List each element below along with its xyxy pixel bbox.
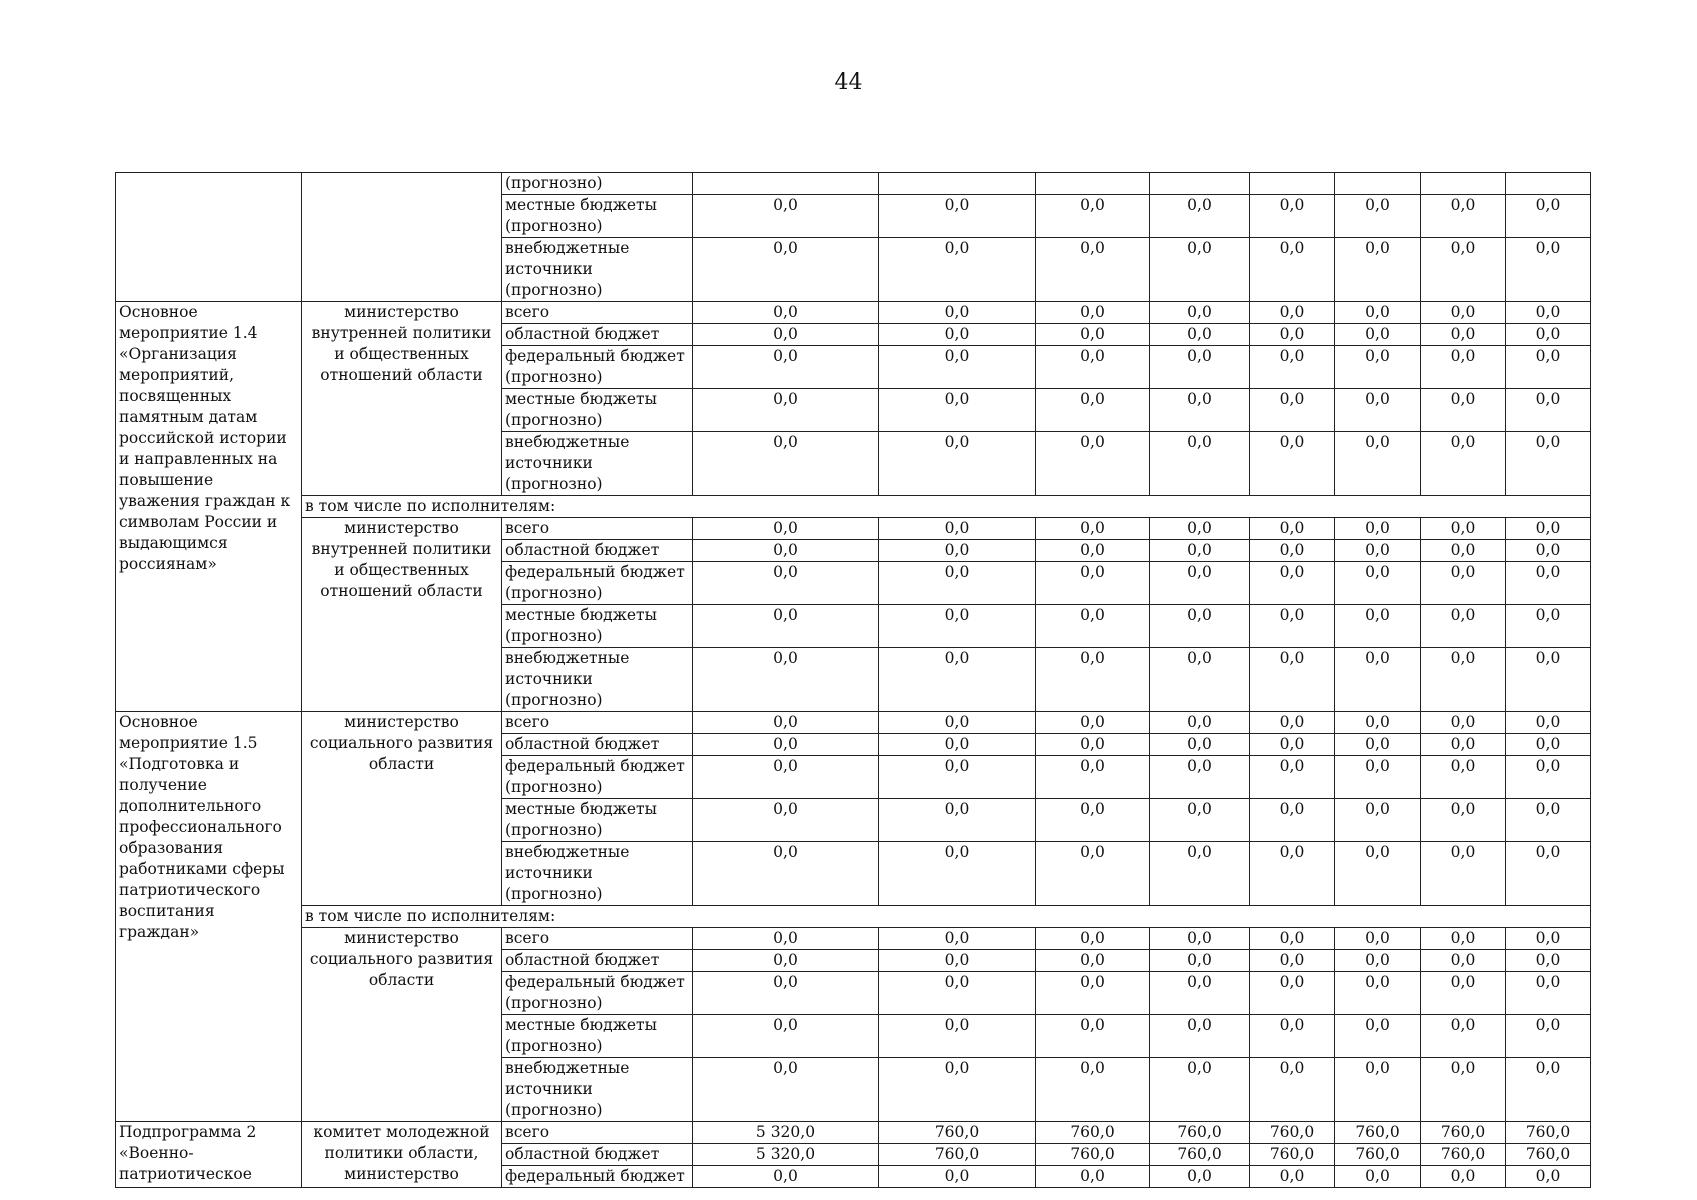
value-cell: 0,0	[693, 562, 879, 605]
value-cell: 0,0	[1421, 346, 1506, 389]
value-cell: 0,0	[1150, 432, 1250, 496]
subprogram-name: Подпрограмма 2 «Военно-патриотическое	[116, 1122, 302, 1188]
value-cell: 5 320,0	[693, 1122, 879, 1144]
measure-name-cell	[116, 173, 302, 302]
value-cell: 0,0	[1150, 605, 1250, 648]
value-cell: 0,0	[693, 432, 879, 496]
value-cell: 0,0	[1421, 195, 1506, 238]
value-cell: 0,0	[693, 605, 879, 648]
page-number: 44	[834, 70, 863, 95]
value-cell: 0,0	[1150, 518, 1250, 540]
value-cell: 0,0	[1421, 540, 1506, 562]
funding-source: местные бюджеты (прогнозно)	[502, 389, 693, 432]
value-cell: 0,0	[1421, 238, 1506, 302]
value-cell: 0,0	[1036, 1166, 1150, 1188]
funding-source: внебюджетные источники (прогнозно)	[502, 432, 693, 496]
value-cell: 760,0	[1036, 1144, 1150, 1166]
value-cell	[1150, 173, 1250, 195]
value-cell: 5 320,0	[693, 1144, 879, 1166]
funding-source: федеральный бюджет	[502, 1166, 693, 1188]
value-cell: 0,0	[1506, 712, 1591, 734]
value-cell: 0,0	[1150, 928, 1250, 950]
funding-source: областной бюджет	[502, 1144, 693, 1166]
value-cell: 0,0	[1250, 972, 1335, 1015]
funding-source: федеральный бюджет (прогнозно)	[502, 346, 693, 389]
value-cell: 0,0	[693, 302, 879, 324]
value-cell: 0,0	[693, 346, 879, 389]
value-cell: 0,0	[1150, 756, 1250, 799]
value-cell: 0,0	[693, 389, 879, 432]
value-cell: 0,0	[1150, 842, 1250, 906]
value-cell: 0,0	[1150, 324, 1250, 346]
value-cell: 0,0	[879, 842, 1036, 906]
value-cell: 0,0	[879, 756, 1036, 799]
value-cell: 0,0	[1036, 540, 1150, 562]
executor-cell	[302, 173, 502, 302]
value-cell: 0,0	[1036, 972, 1150, 1015]
value-cell: 0,0	[1250, 1166, 1335, 1188]
table-row	[116, 302, 1591, 324]
value-cell: 760,0	[1421, 1122, 1506, 1144]
measure-name: Основное мероприятие 1.5 «Подготовка и получение дополнительного профессионального образования работниками сферы патриотического воспитания граждан»	[116, 712, 302, 1122]
value-cell: 0,0	[1421, 518, 1506, 540]
table-row	[116, 928, 1591, 950]
table-row	[116, 1122, 1591, 1144]
value-cell: 0,0	[1036, 432, 1150, 496]
funding-source: областной бюджет	[502, 950, 693, 972]
value-cell: 0,0	[1506, 734, 1591, 756]
value-cell: 760,0	[1036, 1122, 1150, 1144]
value-cell: 0,0	[1150, 195, 1250, 238]
value-cell	[879, 173, 1036, 195]
funding-source: федеральный бюджет (прогнозно)	[502, 756, 693, 799]
value-cell: 0,0	[1036, 712, 1150, 734]
measure-name: Основное мероприятие 1.4 «Организация мероприятий, посвященных памятным датам российской истории и направленных на повышение уважения граждан к символам России и выдающимся россиянам»	[116, 302, 302, 712]
value-cell	[1250, 173, 1335, 195]
value-cell: 0,0	[1036, 324, 1150, 346]
subprogram-executor: комитет молодежной политики области, министерство	[302, 1122, 502, 1188]
value-cell: 0,0	[1150, 799, 1250, 842]
funding-source: федеральный бюджет (прогнозно)	[502, 562, 693, 605]
value-cell: 0,0	[1250, 432, 1335, 496]
value-cell: 0,0	[1036, 756, 1150, 799]
value-cell: 0,0	[1335, 842, 1421, 906]
executor-name: министерство внутренней политики и общественных отношений области	[302, 302, 502, 496]
value-cell: 0,0	[1421, 648, 1506, 712]
value-cell: 0,0	[1036, 518, 1150, 540]
value-cell: 0,0	[879, 799, 1036, 842]
value-cell: 760,0	[1250, 1122, 1335, 1144]
value-cell: 0,0	[1250, 346, 1335, 389]
value-cell: 0,0	[1506, 432, 1591, 496]
funding-source: местные бюджеты (прогнозно)	[502, 1015, 693, 1058]
value-cell: 0,0	[1506, 1058, 1591, 1122]
value-cell: 0,0	[1335, 734, 1421, 756]
value-cell: 0,0	[1335, 195, 1421, 238]
value-cell: 0,0	[693, 799, 879, 842]
value-cell: 0,0	[879, 432, 1036, 496]
funding-source: областной бюджет	[502, 734, 693, 756]
value-cell: 0,0	[1335, 302, 1421, 324]
value-cell: 0,0	[1036, 195, 1150, 238]
value-cell: 0,0	[1506, 1015, 1591, 1058]
value-cell: 0,0	[1250, 195, 1335, 238]
value-cell: 0,0	[1250, 302, 1335, 324]
value-cell	[1506, 173, 1591, 195]
value-cell: 0,0	[1150, 1166, 1250, 1188]
value-cell: 0,0	[1036, 842, 1150, 906]
funding-source: всего	[502, 1122, 693, 1144]
value-cell: 0,0	[1335, 540, 1421, 562]
value-cell: 0,0	[1150, 972, 1250, 1015]
funding-source: областной бюджет	[502, 540, 693, 562]
value-cell: 0,0	[693, 648, 879, 712]
value-cell: 0,0	[693, 928, 879, 950]
value-cell: 0,0	[1335, 238, 1421, 302]
value-cell: 0,0	[1036, 648, 1150, 712]
executors-subheader: в том числе по исполнителям:	[302, 496, 1591, 518]
value-cell: 0,0	[1250, 540, 1335, 562]
value-cell: 0,0	[1506, 302, 1591, 324]
value-cell: 0,0	[1421, 1166, 1506, 1188]
value-cell: 0,0	[1250, 712, 1335, 734]
sub-executor-name: министерство социального развития области	[302, 928, 502, 1122]
funding-source: местные бюджеты (прогнозно)	[502, 195, 693, 238]
value-cell	[1335, 173, 1421, 195]
executor-name: министерство социального развития области	[302, 712, 502, 906]
value-cell: 0,0	[1335, 518, 1421, 540]
value-cell: 0,0	[1250, 842, 1335, 906]
value-cell: 0,0	[1335, 799, 1421, 842]
value-cell: 0,0	[1335, 1058, 1421, 1122]
value-cell: 0,0	[1036, 605, 1150, 648]
value-cell: 0,0	[1421, 562, 1506, 605]
value-cell: 0,0	[1150, 712, 1250, 734]
value-cell: 0,0	[879, 518, 1036, 540]
executors-subheader: в том числе по исполнителям:	[302, 906, 1591, 928]
value-cell: 0,0	[1335, 324, 1421, 346]
funding-source: всего	[502, 302, 693, 324]
value-cell: 0,0	[1036, 389, 1150, 432]
value-cell: 0,0	[879, 346, 1036, 389]
value-cell: 0,0	[879, 302, 1036, 324]
value-cell: 0,0	[1421, 950, 1506, 972]
value-cell: 0,0	[1506, 238, 1591, 302]
financing-table	[115, 172, 1591, 1188]
value-cell: 0,0	[1150, 238, 1250, 302]
value-cell: 0,0	[1421, 605, 1506, 648]
value-cell: 0,0	[879, 389, 1036, 432]
value-cell: 0,0	[1506, 1166, 1591, 1188]
funding-source: местные бюджеты (прогнозно)	[502, 799, 693, 842]
value-cell: 0,0	[1036, 734, 1150, 756]
value-cell: 0,0	[1250, 1015, 1335, 1058]
value-cell: 0,0	[693, 238, 879, 302]
value-cell: 0,0	[1335, 950, 1421, 972]
value-cell: 0,0	[1250, 1058, 1335, 1122]
funding-source: областной бюджет	[502, 324, 693, 346]
value-cell: 0,0	[1421, 928, 1506, 950]
value-cell: 0,0	[1506, 540, 1591, 562]
funding-source: внебюджетные источники (прогнозно)	[502, 842, 693, 906]
value-cell: 0,0	[1506, 195, 1591, 238]
value-cell: 0,0	[1250, 238, 1335, 302]
value-cell: 0,0	[693, 1166, 879, 1188]
value-cell: 0,0	[879, 238, 1036, 302]
value-cell: 760,0	[1335, 1122, 1421, 1144]
value-cell: 0,0	[1335, 648, 1421, 712]
table-row	[116, 712, 1591, 734]
value-cell	[1421, 173, 1506, 195]
sub-executor-name: министерство внутренней политики и общественных отношений области	[302, 518, 502, 712]
value-cell: 0,0	[1421, 734, 1506, 756]
value-cell: 0,0	[1150, 1015, 1250, 1058]
value-cell: 0,0	[1421, 302, 1506, 324]
funding-source: внебюджетные источники (прогнозно)	[502, 1058, 693, 1122]
funding-source: всего	[502, 712, 693, 734]
value-cell: 0,0	[1250, 928, 1335, 950]
value-cell: 0,0	[879, 195, 1036, 238]
value-cell: 0,0	[1150, 648, 1250, 712]
table-row	[116, 173, 1591, 195]
value-cell: 0,0	[1036, 928, 1150, 950]
value-cell: 0,0	[1036, 799, 1150, 842]
value-cell: 0,0	[1036, 1058, 1150, 1122]
value-cell	[1036, 173, 1150, 195]
value-cell: 760,0	[1506, 1144, 1591, 1166]
value-cell: 0,0	[693, 842, 879, 906]
executors-subheader-row	[116, 906, 1591, 928]
value-cell: 0,0	[1506, 842, 1591, 906]
value-cell: 0,0	[879, 562, 1036, 605]
value-cell: 0,0	[1250, 518, 1335, 540]
funding-source: внебюджетные источники (прогнозно)	[502, 648, 693, 712]
value-cell: 0,0	[1421, 712, 1506, 734]
value-cell: 0,0	[1335, 712, 1421, 734]
value-cell: 0,0	[1036, 346, 1150, 389]
value-cell: 760,0	[1335, 1144, 1421, 1166]
value-cell: 0,0	[1506, 756, 1591, 799]
value-cell: 0,0	[1421, 756, 1506, 799]
value-cell: 0,0	[1421, 1058, 1506, 1122]
value-cell: 0,0	[879, 605, 1036, 648]
value-cell: 760,0	[879, 1122, 1036, 1144]
value-cell: 0,0	[693, 324, 879, 346]
value-cell: 0,0	[1335, 346, 1421, 389]
value-cell: 0,0	[693, 734, 879, 756]
funding-source: местные бюджеты (прогнозно)	[502, 605, 693, 648]
value-cell: 0,0	[1150, 346, 1250, 389]
value-cell: 0,0	[1036, 950, 1150, 972]
value-cell: 0,0	[1335, 928, 1421, 950]
value-cell: 0,0	[1150, 734, 1250, 756]
value-cell: 0,0	[1335, 756, 1421, 799]
value-cell: 0,0	[879, 1166, 1036, 1188]
value-cell: 0,0	[1506, 648, 1591, 712]
funding-source: внебюджетные источники (прогнозно)	[502, 238, 693, 302]
value-cell: 0,0	[1506, 389, 1591, 432]
value-cell: 0,0	[1036, 562, 1150, 605]
value-cell: 0,0	[1036, 302, 1150, 324]
value-cell: 0,0	[1036, 238, 1150, 302]
value-cell: 0,0	[1335, 605, 1421, 648]
value-cell: 0,0	[1506, 928, 1591, 950]
value-cell: 0,0	[879, 712, 1036, 734]
value-cell: 0,0	[1421, 842, 1506, 906]
value-cell: 0,0	[1506, 799, 1591, 842]
funding-source: всего	[502, 518, 693, 540]
funding-source: федеральный бюджет (прогнозно)	[502, 972, 693, 1015]
value-cell: 0,0	[1250, 756, 1335, 799]
value-cell: 760,0	[1421, 1144, 1506, 1166]
value-cell: 0,0	[879, 950, 1036, 972]
value-cell: 0,0	[1150, 540, 1250, 562]
value-cell: 0,0	[693, 1015, 879, 1058]
value-cell: 0,0	[693, 972, 879, 1015]
value-cell: 0,0	[1421, 799, 1506, 842]
value-cell: 0,0	[1335, 972, 1421, 1015]
value-cell: 0,0	[879, 648, 1036, 712]
value-cell: 0,0	[1506, 605, 1591, 648]
value-cell: 0,0	[1250, 389, 1335, 432]
value-cell: 0,0	[1506, 346, 1591, 389]
value-cell: 0,0	[1421, 324, 1506, 346]
value-cell: 0,0	[879, 972, 1036, 1015]
value-cell: 0,0	[1335, 1015, 1421, 1058]
value-cell: 0,0	[1150, 1058, 1250, 1122]
value-cell	[693, 173, 879, 195]
value-cell: 0,0	[693, 540, 879, 562]
value-cell: 0,0	[693, 756, 879, 799]
value-cell: 0,0	[1506, 518, 1591, 540]
value-cell: 0,0	[1506, 562, 1591, 605]
value-cell: 0,0	[1421, 432, 1506, 496]
value-cell: 760,0	[1250, 1144, 1335, 1166]
value-cell: 0,0	[1036, 1015, 1150, 1058]
value-cell: 0,0	[1506, 950, 1591, 972]
value-cell: 0,0	[879, 540, 1036, 562]
executors-subheader-row	[116, 496, 1591, 518]
funding-source: всего	[502, 928, 693, 950]
value-cell: 0,0	[1335, 562, 1421, 605]
value-cell: 760,0	[1150, 1144, 1250, 1166]
value-cell: 0,0	[1421, 972, 1506, 1015]
value-cell: 0,0	[1250, 799, 1335, 842]
value-cell: 0,0	[693, 712, 879, 734]
value-cell: 0,0	[1506, 972, 1591, 1015]
value-cell: 0,0	[693, 518, 879, 540]
value-cell: 0,0	[879, 1015, 1036, 1058]
value-cell: 0,0	[1250, 950, 1335, 972]
value-cell: 760,0	[1506, 1122, 1591, 1144]
value-cell: 0,0	[1335, 389, 1421, 432]
value-cell: 0,0	[879, 324, 1036, 346]
value-cell: 0,0	[879, 734, 1036, 756]
value-cell: 0,0	[1250, 734, 1335, 756]
value-cell: 760,0	[879, 1144, 1036, 1166]
value-cell: 0,0	[1150, 302, 1250, 324]
value-cell: 0,0	[1421, 389, 1506, 432]
value-cell: 0,0	[879, 928, 1036, 950]
value-cell: 0,0	[1150, 389, 1250, 432]
value-cell: 0,0	[1335, 1166, 1421, 1188]
value-cell: 0,0	[693, 950, 879, 972]
value-cell: 0,0	[1421, 1015, 1506, 1058]
value-cell: 0,0	[693, 1058, 879, 1122]
value-cell: 0,0	[1250, 648, 1335, 712]
value-cell: 760,0	[1150, 1122, 1250, 1144]
table-row	[116, 518, 1591, 540]
value-cell: 0,0	[1250, 324, 1335, 346]
value-cell: 0,0	[1250, 605, 1335, 648]
funding-source: (прогнозно)	[502, 173, 693, 195]
value-cell: 0,0	[1250, 562, 1335, 605]
value-cell: 0,0	[1335, 432, 1421, 496]
value-cell: 0,0	[693, 195, 879, 238]
value-cell: 0,0	[1150, 562, 1250, 605]
value-cell: 0,0	[1506, 324, 1591, 346]
value-cell: 0,0	[1150, 950, 1250, 972]
value-cell: 0,0	[879, 1058, 1036, 1122]
